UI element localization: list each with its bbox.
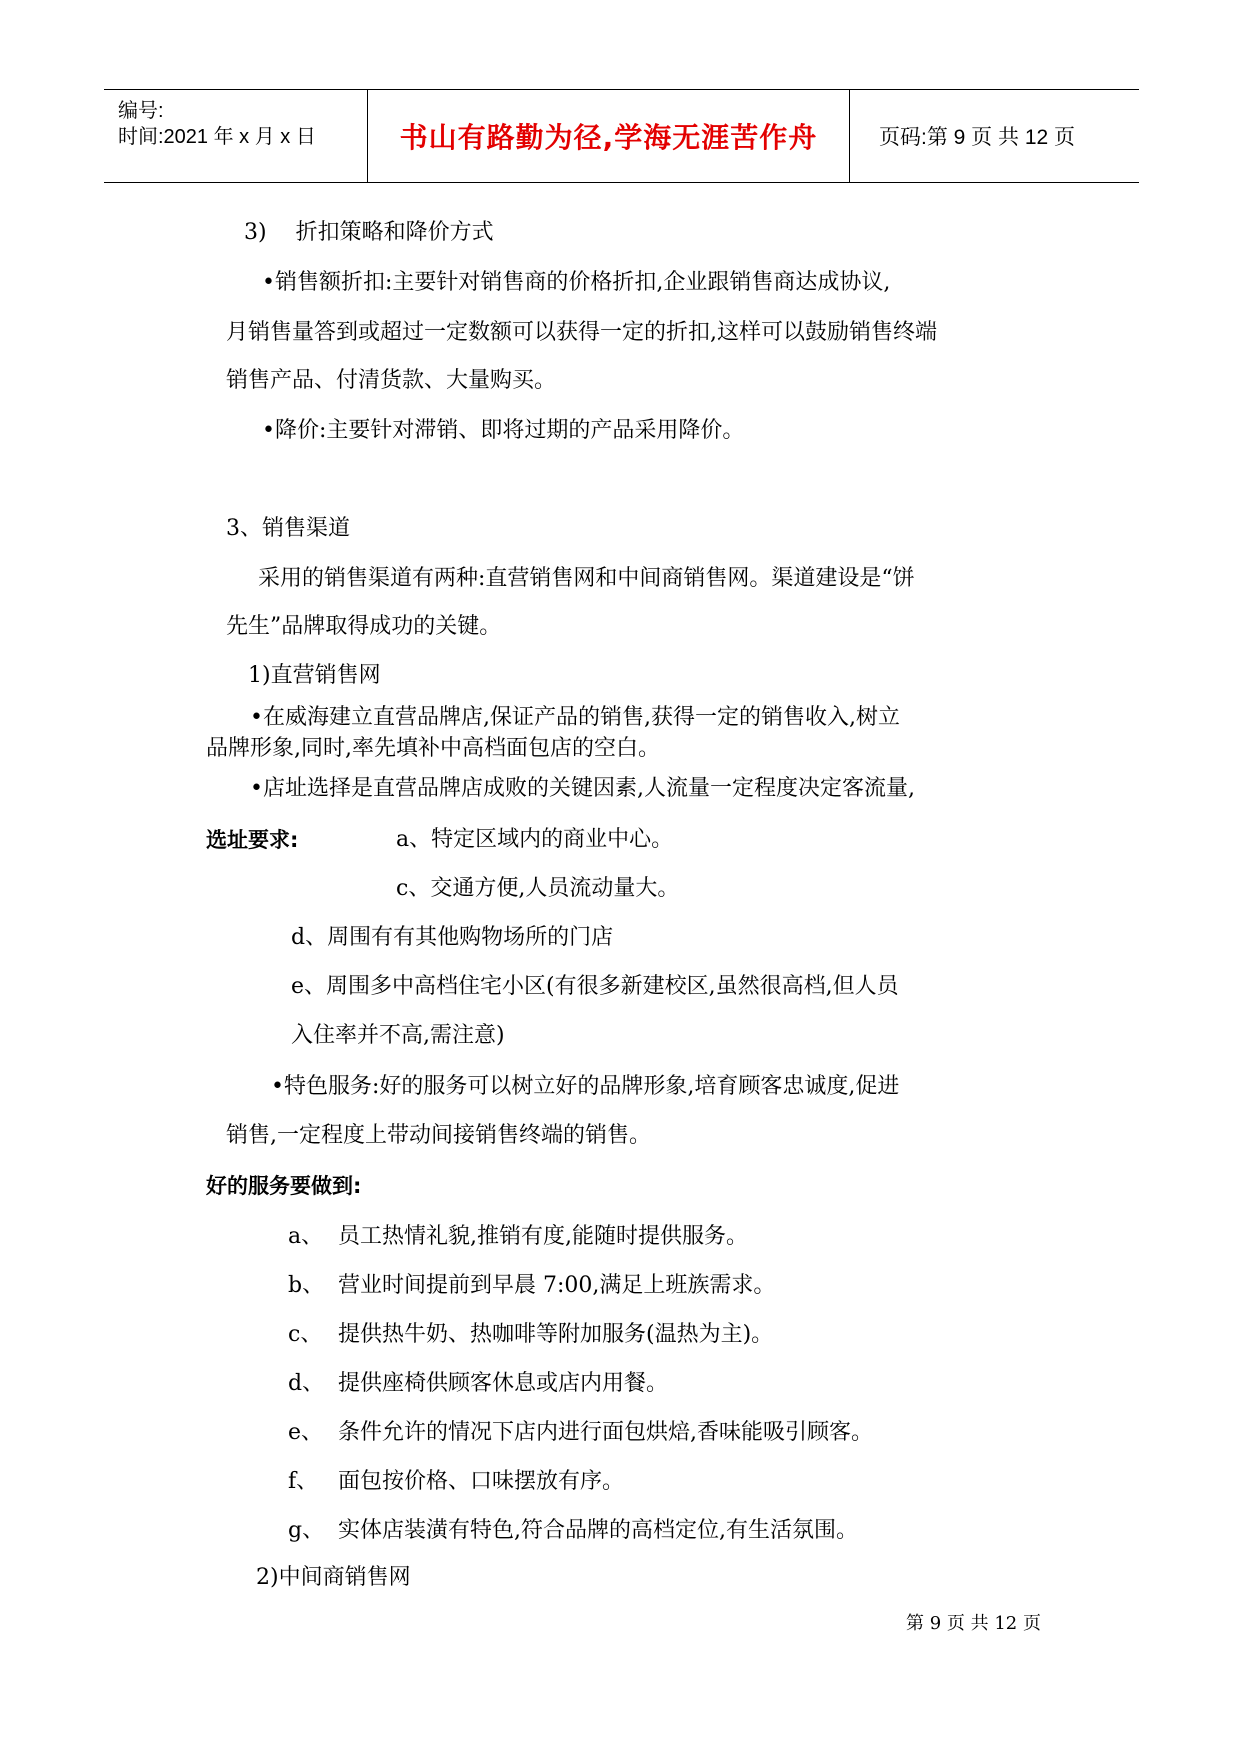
service-marker: b、 <box>288 1273 325 1298</box>
site-requirement-label: 选址要求: <box>206 828 299 852</box>
service-marker: d、 <box>288 1371 325 1396</box>
service-item: 提供座椅供顾客休息或店内用餐。 <box>338 1371 669 1396</box>
service-item: 实体店装潢有特色,符合品牌的高档定位,有生活氛围。 <box>338 1518 858 1543</box>
paragraph-line: •在威海建立直营品牌店,保证产品的销售,获得一定的销售收入,树立 <box>250 705 900 730</box>
header-page-number: 页码:第 9 页 共 12 页 <box>879 126 1076 149</box>
paragraph-line: •店址选择是直营品牌店成败的关键因素,人流量一定程度决定客流量, <box>250 776 915 801</box>
list-item: c、交通方便,人员流动量大。 <box>396 876 680 901</box>
paragraph-line: •销售额折扣:主要针对销售商的价格折扣,企业跟销售商达成协议, <box>262 270 891 295</box>
service-marker: c、 <box>288 1322 323 1347</box>
page-footer: 第 9 页 共 12 页 <box>906 1613 1041 1634</box>
paragraph-line: 采用的销售渠道有两种:直营销售网和中间商销售网。渠道建设是“饼 <box>258 566 915 591</box>
list-item: d、周围有有其他购物场所的门店 <box>291 925 614 950</box>
section-title-channel: 3、销售渠道 <box>226 516 350 541</box>
service-marker: g、 <box>288 1518 325 1543</box>
service-item: 面包按价格、口味摆放有序。 <box>338 1469 625 1494</box>
header-motto: 书山有路勤为径,学海无涯苦作舟 <box>368 90 850 182</box>
service-marker: a、 <box>288 1224 324 1249</box>
service-item: 员工热情礼貌,推销有度,能随时提供服务。 <box>338 1224 748 1249</box>
header-meta <box>104 90 368 182</box>
service-item: 条件允许的情况下店内进行面包烘焙,香味能吸引顾客。 <box>338 1420 873 1445</box>
paragraph-line: 先生”品牌取得成功的关键。 <box>226 614 502 639</box>
doc-number-label: 编号: <box>118 100 164 122</box>
paragraph-line: •特色服务:好的服务可以树立好的品牌形象,培育顾客忠诚度,促进 <box>271 1074 900 1099</box>
section-title-discount: 3) 折扣策略和降价方式 <box>244 220 494 245</box>
list-item: a、特定区域内的商业中心。 <box>396 827 674 852</box>
paragraph-line: •降价:主要针对滞销、即将过期的产品采用降价。 <box>262 418 745 443</box>
service-item: 提供热牛奶、热咖啡等附加服务(温热为主)。 <box>338 1322 774 1347</box>
paragraph-line: 销售产品、付清货款、大量购买。 <box>226 368 557 393</box>
paragraph-line: 销售,一定程度上带动间接销售终端的销售。 <box>226 1123 651 1148</box>
subsection-title-intermediary: 2)中间商销售网 <box>256 1565 411 1590</box>
subsection-title-direct: 1)直营销售网 <box>248 663 381 688</box>
service-requirement-label: 好的服务要做到: <box>206 1174 362 1198</box>
page-header <box>104 89 1139 183</box>
list-item: 入住率并不高,需注意) <box>291 1023 505 1048</box>
paragraph-line: 月销售量答到或超过一定数额可以获得一定的折扣,这样可以鼓励销售终端 <box>226 320 937 345</box>
service-marker: e、 <box>288 1420 324 1445</box>
list-item: e、周围多中高档住宅小区(有很多新建校区,虽然很高档,但人员 <box>291 974 899 999</box>
paragraph-line: 品牌形象,同时,率先填补中高档面包店的空白。 <box>206 736 660 761</box>
doc-time-label: 时间:2021 年 x 月 x 日 <box>118 126 316 148</box>
service-marker: f、 <box>288 1469 319 1494</box>
service-item: 营业时间提前到早晨 7:00,满足上班族需求。 <box>338 1273 776 1298</box>
